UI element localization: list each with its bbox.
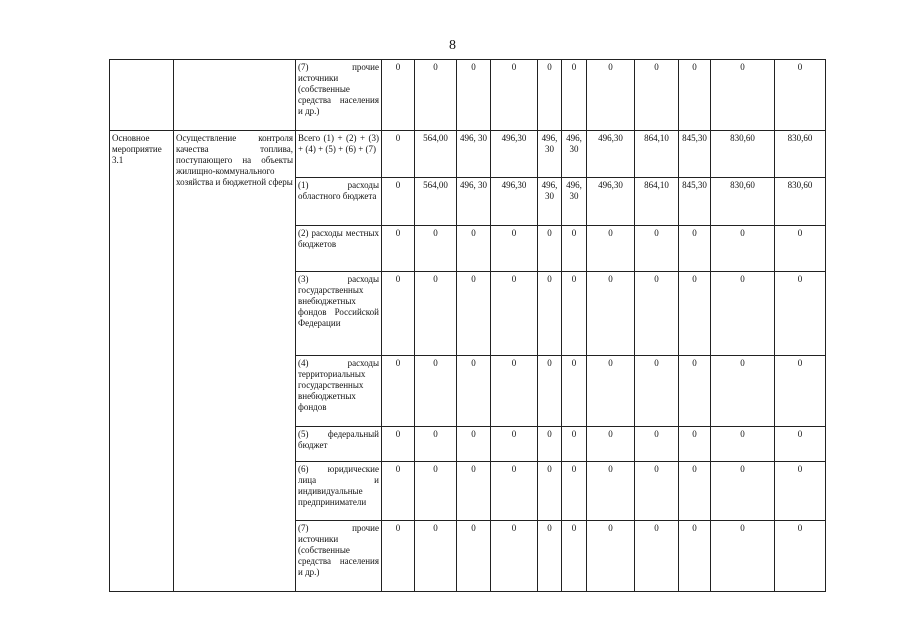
value-cell: 496,30 (491, 178, 538, 226)
value-cell: 0 (457, 521, 491, 592)
value-cell: 564,00 (415, 131, 457, 178)
value-cell: 0 (562, 272, 587, 356)
value-cell: 0 (587, 226, 635, 272)
value-cell: 0 (415, 226, 457, 272)
value-cell: 0 (491, 272, 538, 356)
value-cell: 0 (415, 356, 457, 427)
activity-name-cell: Осуществление контроля качества топлива, поступающего на объекты жилищно-коммунального хозяйства и бюджетной сферы (174, 131, 296, 592)
value-cell: 830,60 (775, 178, 826, 226)
funding-source-cell: Всего (1) + (2) + (3) + (4) + (5) + (6) + (7) (296, 131, 382, 178)
value-cell: 0 (491, 226, 538, 272)
value-cell: 0 (711, 462, 775, 521)
value-cell: 0 (775, 462, 826, 521)
value-cell: 0 (382, 60, 415, 131)
value-cell: 0 (415, 427, 457, 462)
value-cell: 0 (538, 521, 562, 592)
value-cell: 0 (457, 272, 491, 356)
value-cell: 0 (538, 60, 562, 131)
value-cell: 0 (711, 226, 775, 272)
value-cell: 0 (711, 521, 775, 592)
funding-source-cell: (2) расходы местных бюджетов (296, 226, 382, 272)
value-cell: 564,00 (415, 178, 457, 226)
value-cell: 0 (457, 226, 491, 272)
funding-source-cell: (1) расходы областного бюджета (296, 178, 382, 226)
empty-cell (110, 60, 174, 131)
value-cell: 0 (457, 356, 491, 427)
value-cell: 0 (711, 60, 775, 131)
value-cell: 0 (587, 521, 635, 592)
value-cell: 0 (538, 226, 562, 272)
value-cell: 0 (562, 356, 587, 427)
funding-source-cell: (7) прочие источники (собственные средства населения и др.) (296, 521, 382, 592)
value-cell: 0 (382, 521, 415, 592)
value-cell: 0 (538, 427, 562, 462)
value-cell: 0 (711, 356, 775, 427)
value-cell: 0 (587, 356, 635, 427)
value-cell: 0 (415, 521, 457, 592)
value-cell: 496, 30 (538, 178, 562, 226)
value-cell: 0 (562, 226, 587, 272)
value-cell: 0 (635, 427, 679, 462)
value-cell: 0 (635, 60, 679, 131)
value-cell: 496,30 (491, 131, 538, 178)
value-cell: 496, 30 (457, 178, 491, 226)
value-cell: 864,10 (635, 131, 679, 178)
value-cell: 0 (679, 462, 711, 521)
value-cell: 0 (679, 521, 711, 592)
empty-cell (174, 60, 296, 131)
value-cell: 0 (711, 427, 775, 462)
value-cell: 830,60 (711, 131, 775, 178)
value-cell: 0 (587, 462, 635, 521)
value-cell: 0 (415, 60, 457, 131)
value-cell: 496, 30 (457, 131, 491, 178)
value-cell: 0 (775, 427, 826, 462)
page-number: 8 (449, 38, 456, 53)
value-cell: 0 (679, 226, 711, 272)
value-cell: 0 (491, 356, 538, 427)
value-cell: 830,60 (775, 131, 826, 178)
value-cell: 0 (491, 462, 538, 521)
value-cell: 0 (775, 60, 826, 131)
value-cell: 496, 30 (562, 131, 587, 178)
value-cell: 0 (775, 272, 826, 356)
value-cell: 0 (562, 462, 587, 521)
funding-source-cell: (6) юридические лица и индивидуальные предприниматели (296, 462, 382, 521)
value-cell: 0 (679, 356, 711, 427)
value-cell: 0 (635, 462, 679, 521)
value-cell: 0 (587, 60, 635, 131)
value-cell: 496,30 (587, 178, 635, 226)
table-row (110, 131, 826, 178)
value-cell: 0 (491, 60, 538, 131)
value-cell: 0 (382, 178, 415, 226)
value-cell: 0 (382, 356, 415, 427)
value-cell: 845,30 (679, 131, 711, 178)
value-cell: 0 (562, 521, 587, 592)
value-cell: 0 (415, 462, 457, 521)
value-cell: 0 (538, 356, 562, 427)
funding-source-cell: (7) прочие источники (собственные средства населения и др.) (296, 60, 382, 131)
value-cell: 0 (635, 356, 679, 427)
table-row (110, 60, 826, 131)
value-cell: 0 (587, 272, 635, 356)
value-cell: 0 (457, 60, 491, 131)
value-cell: 0 (382, 427, 415, 462)
funding-source-cell: (4) расходы территориальных государственных внебюджетных фондов (296, 356, 382, 427)
value-cell: 0 (679, 272, 711, 356)
value-cell: 496, 30 (538, 131, 562, 178)
funding-source-cell: (5) федеральный бюджет (296, 427, 382, 462)
value-cell: 496, 30 (562, 178, 587, 226)
value-cell: 0 (562, 427, 587, 462)
value-cell: 0 (679, 60, 711, 131)
value-cell: 0 (415, 272, 457, 356)
value-cell: 864,10 (635, 178, 679, 226)
value-cell: 0 (562, 60, 587, 131)
value-cell: 0 (635, 226, 679, 272)
value-cell: 0 (679, 427, 711, 462)
value-cell: 0 (382, 272, 415, 356)
activity-code-cell: Основное мероприятие 3.1 (110, 131, 174, 592)
value-cell: 0 (457, 462, 491, 521)
value-cell: 0 (538, 462, 562, 521)
value-cell: 0 (491, 427, 538, 462)
value-cell: 0 (775, 226, 826, 272)
value-cell: 0 (775, 356, 826, 427)
value-cell: 0 (382, 226, 415, 272)
value-cell: 0 (635, 521, 679, 592)
value-cell: 496,30 (587, 131, 635, 178)
value-cell: 0 (382, 131, 415, 178)
funding-table (109, 59, 826, 592)
value-cell: 0 (635, 272, 679, 356)
funding-source-cell: (3) расходы государственных внебюджетных фондов Российской Федерации (296, 272, 382, 356)
value-cell: 0 (382, 462, 415, 521)
value-cell: 0 (538, 272, 562, 356)
value-cell: 0 (457, 427, 491, 462)
value-cell: 845,30 (679, 178, 711, 226)
value-cell: 0 (587, 427, 635, 462)
value-cell: 0 (775, 521, 826, 592)
value-cell: 830,60 (711, 178, 775, 226)
value-cell: 0 (711, 272, 775, 356)
value-cell: 0 (491, 521, 538, 592)
